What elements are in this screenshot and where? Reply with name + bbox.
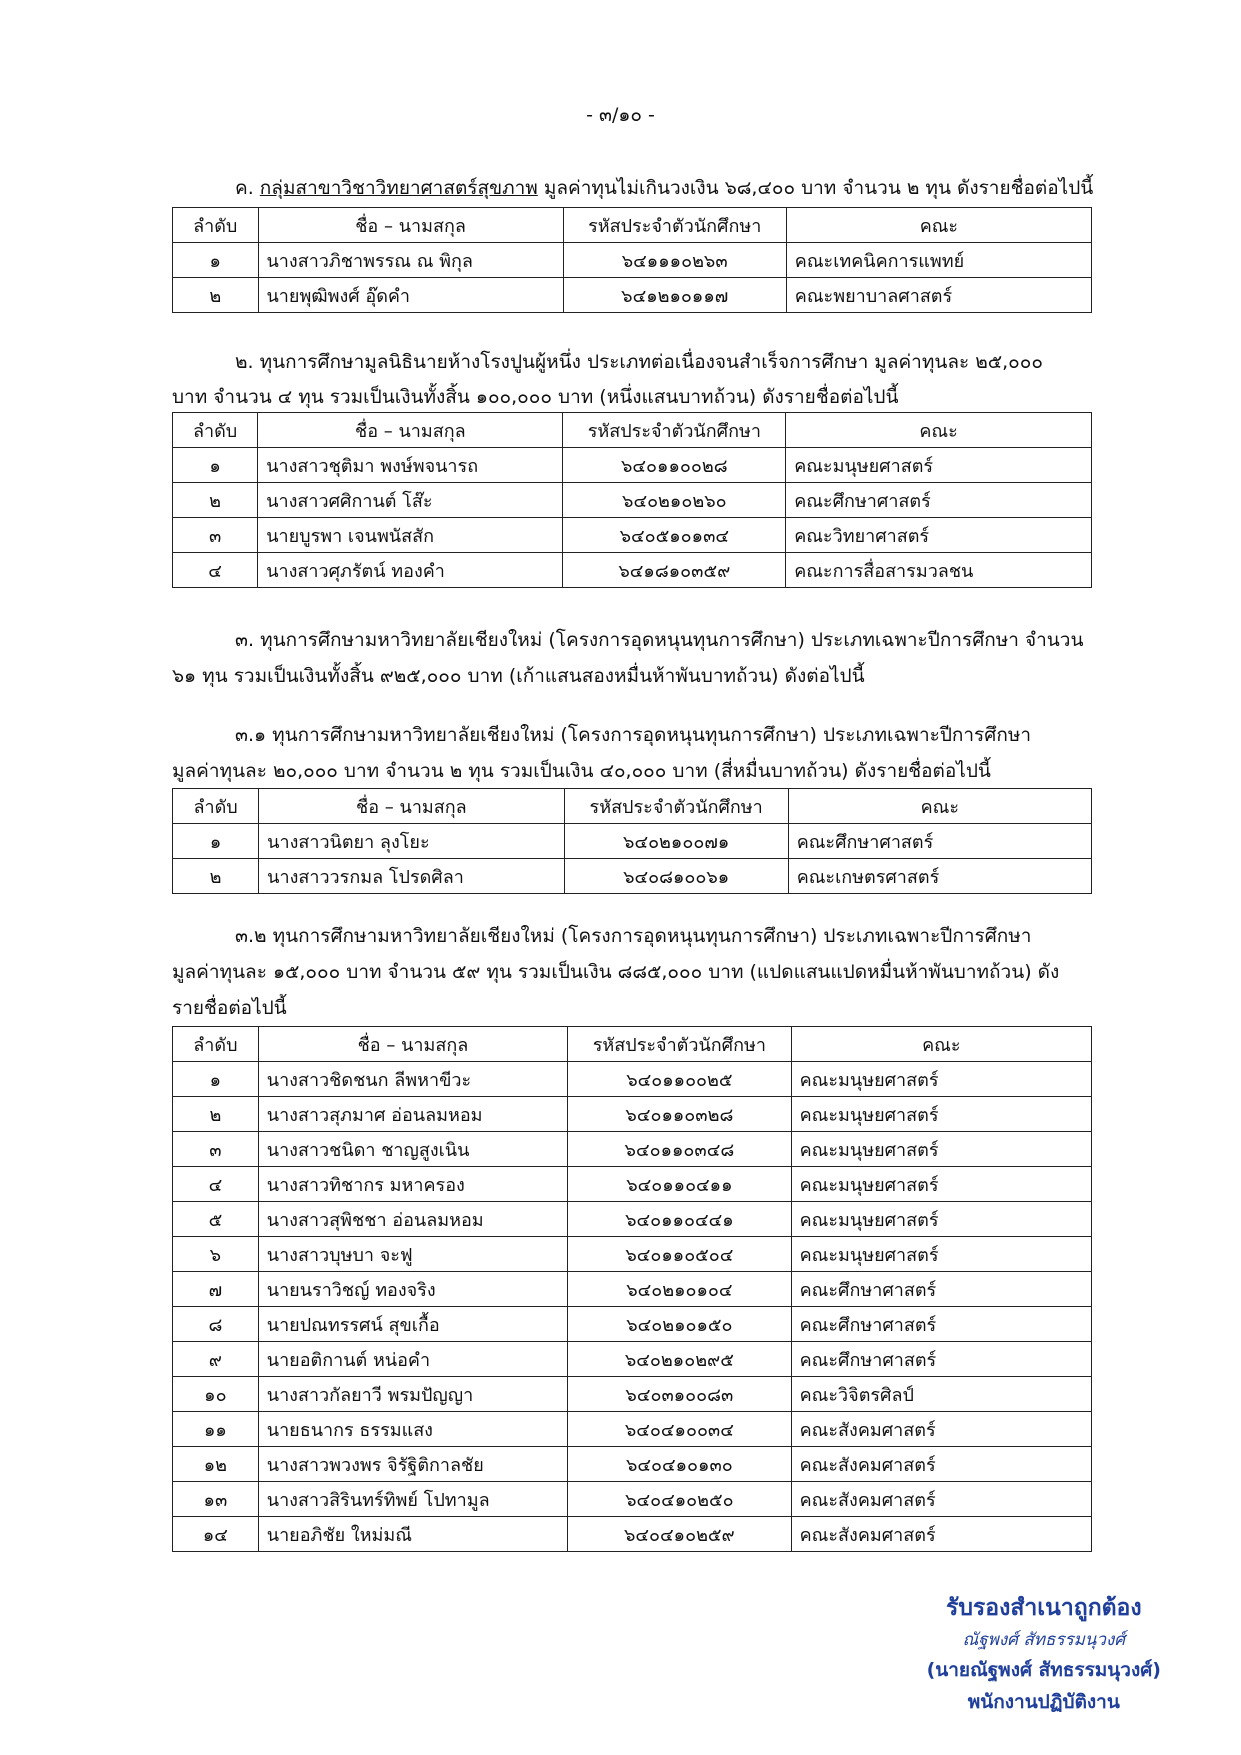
table-row — [173, 553, 1092, 588]
cell-no: ๑ — [173, 824, 259, 859]
cell-id: ๖๔๐๑๑๐๔๔๑ — [568, 1202, 792, 1237]
table-header-row — [173, 1027, 1092, 1062]
cell-faculty: คณะเกษตรศาสตร์ — [788, 859, 1091, 894]
table-section-31 — [172, 788, 1092, 894]
cell-name: นางสาวสุพิชชา อ่อนลมหอม — [258, 1202, 567, 1237]
cell-no: ๗ — [173, 1272, 259, 1307]
cell-faculty: คณะมนุษยศาสตร์ — [791, 1202, 1091, 1237]
cell-no: ๕ — [173, 1202, 259, 1237]
cell-faculty: คณะศึกษาศาสตร์ — [788, 824, 1091, 859]
column-header-faculty: คณะ — [786, 208, 1091, 243]
table-header-row — [173, 789, 1092, 824]
section-32-line3: รายชื่อต่อไปนี้ — [172, 997, 287, 1019]
cell-name: นางสาวสิรินทร์ทิพย์ โปทามูล — [258, 1482, 567, 1517]
table-row — [173, 448, 1092, 483]
cell-faculty: คณะสังคมศาสตร์ — [791, 1412, 1091, 1447]
table-row — [173, 859, 1092, 894]
section-31-line1: ๓.๑ ทุนการศึกษามหาวิทยาลัยเชียงใหม่ (โครงการอุดหนุนทุนการศึกษา) ประเภทเฉพาะปีการศึกษา — [235, 724, 1032, 746]
cell-faculty: คณะศึกษาศาสตร์ — [791, 1307, 1091, 1342]
cell-id: ๖๔๐๑๑๐๐๒๕ — [568, 1062, 792, 1097]
cell-faculty: คณะเทคนิคการแพทย์ — [786, 243, 1091, 278]
column-header-no: ลำดับ — [173, 208, 259, 243]
certification-title: รับรองสำเนาถูกต้อง — [945, 1595, 1142, 1621]
section-2-line2: บาท จำนวน ๔ ทุน รวมเป็นเงินทั้งสิ้น ๑๐๐,๐๐๐ บาท (หนึ่งแสนบาทถ้วน) ดังรายชื่อต่อไปนี้ — [172, 386, 899, 408]
cell-name: นายนราวิชญ์ ทองจริง — [258, 1272, 567, 1307]
cell-faculty: คณะสังคมศาสตร์ — [791, 1482, 1091, 1517]
certifier-name: (นายณัฐพงศ์ สัทธรรมนุวงศ์) — [926, 1659, 1161, 1681]
section-3-line1: ๓. ทุนการศึกษามหาวิทยาลัยเชียงใหม่ (โครงการอุดหนุนทุนการศึกษา) ประเภทเฉพาะปีการศึกษา จำนวน — [235, 629, 1084, 651]
cell-name: นางสาวพวงพร จิรัฐิติกาลชัย — [258, 1447, 567, 1482]
cell-faculty: คณะมนุษยศาสตร์ — [791, 1132, 1091, 1167]
cell-no: ๑๒ — [173, 1447, 259, 1482]
column-header-name: ชื่อ – นามสกุล — [258, 1027, 567, 1062]
table-section-32 — [172, 1026, 1092, 1552]
cell-no: ๒ — [173, 1097, 259, 1132]
section-c-group: กลุ่มสาขาวิชาวิทยาศาสตร์สุขภาพ — [259, 177, 538, 199]
section-c-prefix: ค. — [235, 177, 260, 199]
cell-id: ๖๔๐๒๑๐๒๙๕ — [568, 1342, 792, 1377]
table-row — [173, 1097, 1092, 1132]
certifier-position: พนักงานปฏิบัติงาน — [967, 1691, 1120, 1713]
cell-faculty: คณะสังคมศาสตร์ — [791, 1517, 1091, 1552]
cell-no: ๑๔ — [173, 1517, 259, 1552]
cell-id: ๖๔๐๔๑๐๒๕๐ — [568, 1482, 792, 1517]
cell-name: นางสาวกัลยาวี พรมปัญญา — [258, 1377, 567, 1412]
table-row — [173, 1167, 1092, 1202]
cell-no: ๘ — [173, 1307, 259, 1342]
cell-faculty: คณะมนุษยศาสตร์ — [791, 1237, 1091, 1272]
cell-id: ๖๔๐๑๑๐๐๒๘ — [563, 448, 786, 483]
section-31-line2: มูลค่าทุนละ ๒๐,๐๐๐ บาท จำนวน ๒ ทุน รวมเป็นเงิน ๔๐,๐๐๐ บาท (สี่หมื่นบาทถ้วน) ดังรายชื่อต่อไปนี้ — [172, 760, 991, 782]
table-row — [173, 1412, 1092, 1447]
column-header-id: รหัสประจำตัวนักศึกษา — [563, 208, 786, 243]
cell-faculty: คณะสังคมศาสตร์ — [791, 1447, 1091, 1482]
cell-name: นางสาวชนิดา ชาญสูงเนิน — [258, 1132, 567, 1167]
cell-name: นางสาววรกมล โปรดศิลา — [259, 859, 564, 894]
cell-name: นางสาวทิชากร มหาครอง — [258, 1167, 567, 1202]
table-row — [173, 1132, 1092, 1167]
cell-no: ๒ — [173, 483, 258, 518]
cell-name: นายบูรพา เจนพนัสสัก — [258, 518, 563, 553]
cell-id: ๖๔๐๕๑๐๑๓๔ — [563, 518, 786, 553]
cell-no: ๔ — [173, 1167, 259, 1202]
cell-faculty: คณะมนุษยศาสตร์ — [786, 448, 1092, 483]
certification-block — [927, 1590, 1161, 1718]
cell-no: ๖ — [173, 1237, 259, 1272]
cell-name: นางสาวชิดชนก ลีพหาขีวะ — [258, 1062, 567, 1097]
table-row — [173, 518, 1092, 553]
cell-no: ๓ — [173, 1132, 259, 1167]
column-header-faculty: คณะ — [791, 1027, 1091, 1062]
cell-name: นางสาวศุภรัตน์ ทองคำ — [258, 553, 563, 588]
cell-id: ๖๔๑๘๑๐๓๕๙ — [563, 553, 786, 588]
cell-id: ๖๔๐๔๑๐๐๓๔ — [568, 1412, 792, 1447]
cell-id: ๖๔๐๒๑๐๑๕๐ — [568, 1307, 792, 1342]
cell-id: ๖๔๐๔๑๐๑๓๐ — [568, 1447, 792, 1482]
cell-name: นางสาวศศิกานต์ โส๊ะ — [258, 483, 563, 518]
cell-faculty: คณะศึกษาศาสตร์ — [791, 1272, 1091, 1307]
cell-no: ๒ — [173, 278, 259, 313]
cell-name: นางสาวสุภมาศ อ่อนลมหอม — [258, 1097, 567, 1132]
cell-id: ๖๔๐๒๑๐๒๖๐ — [563, 483, 786, 518]
column-header-no: ลำดับ — [173, 413, 258, 448]
column-header-faculty: คณะ — [786, 413, 1092, 448]
cell-name: นายอภิชัย ใหม่มณี — [258, 1517, 567, 1552]
cell-no: ๑ — [173, 1062, 259, 1097]
table-row — [173, 1447, 1092, 1482]
cell-name: นายพุฒิพงศ์ อุ๊ดคำ — [258, 278, 563, 313]
table-row — [173, 1482, 1092, 1517]
cell-faculty: คณะมนุษยศาสตร์ — [791, 1062, 1091, 1097]
section-c-heading — [235, 172, 1093, 204]
page-number: - ๓/๑๐ - — [586, 104, 655, 126]
cell-name: นายธนากร ธรรมแสง — [258, 1412, 567, 1447]
cell-faculty: คณะมนุษยศาสตร์ — [791, 1167, 1091, 1202]
table-header-row — [173, 208, 1092, 243]
column-header-id: รหัสประจำตัวนักศึกษา — [563, 413, 786, 448]
section-3-line2: ๖๑ ทุน รวมเป็นเงินทั้งสิ้น ๙๒๕,๐๐๐ บาท (เก้าแสนสองหมื่นห้าพันบาทถ้วน) ดังต่อไปนี้ — [172, 665, 865, 687]
cell-no: ๑๓ — [173, 1482, 259, 1517]
cell-id: ๖๔๐๒๑๐๐๗๑ — [564, 824, 788, 859]
cell-id: ๖๔๐๑๑๐๔๑๑ — [568, 1167, 792, 1202]
table-row — [173, 278, 1092, 313]
column-header-faculty: คณะ — [788, 789, 1091, 824]
cell-no: ๓ — [173, 518, 258, 553]
table-row — [173, 1202, 1092, 1237]
table-row — [173, 1377, 1092, 1412]
cell-id: ๖๔๐๑๑๐๓๔๘ — [568, 1132, 792, 1167]
cell-id: ๖๔๑๑๑๐๒๖๓ — [563, 243, 786, 278]
cell-name: นางสาวบุษบา จะฟู — [258, 1237, 567, 1272]
cell-no: ๑ — [173, 243, 259, 278]
cell-id: ๖๔๑๒๑๐๑๑๗ — [563, 278, 786, 313]
section-2-line1: ๒. ทุนการศึกษามูลนิธินายห้างโรงปูนผู้หนึ่ง ประเภทต่อเนื่องจนสำเร็จการศึกษา มูลค่าทุนละ ๒๕,๐๐๐ — [235, 351, 1043, 373]
cell-name: นายปณทรรศน์ สุขเกื้อ — [258, 1307, 567, 1342]
cell-no: ๙ — [173, 1342, 259, 1377]
cell-id: ๖๔๐๔๑๐๒๕๙ — [568, 1517, 792, 1552]
cell-id: ๖๔๐๓๑๐๐๘๓ — [568, 1377, 792, 1412]
table-row — [173, 1062, 1092, 1097]
section-c-text: มูลค่าทุนไม่เกินวงเงิน ๖๘,๔๐๐ บาท จำนวน ๒ ทุน ดังรายชื่อต่อไปนี้ — [537, 177, 1094, 199]
table-row — [173, 483, 1092, 518]
cell-faculty: คณะการสื่อสารมวลชน — [786, 553, 1092, 588]
table-row — [173, 1342, 1092, 1377]
cell-id: ๖๔๐๑๑๐๕๐๔ — [568, 1237, 792, 1272]
table-row — [173, 1237, 1092, 1272]
cell-name: นางสาวนิตยา ลุงโยะ — [259, 824, 564, 859]
column-header-name: ชื่อ – นามสกุล — [259, 789, 564, 824]
cell-name: นางสาวชุติมา พงษ์พจนารถ — [258, 448, 563, 483]
cell-no: ๔ — [173, 553, 258, 588]
table-section-2 — [172, 412, 1092, 588]
cell-faculty: คณะพยาบาลศาสตร์ — [786, 278, 1091, 313]
table-row — [173, 824, 1092, 859]
column-header-id: รหัสประจำตัวนักศึกษา — [564, 789, 788, 824]
table-section-c — [172, 207, 1092, 313]
table-row — [173, 1517, 1092, 1552]
table-row — [173, 243, 1092, 278]
cell-faculty: คณะมนุษยศาสตร์ — [791, 1097, 1091, 1132]
column-header-no: ลำดับ — [173, 789, 259, 824]
section-32-line1: ๓.๒ ทุนการศึกษามหาวิทยาลัยเชียงใหม่ (โครงการอุดหนุนทุนการศึกษา) ประเภทเฉพาะปีการศึกษา — [235, 925, 1032, 947]
cell-no: ๑ — [173, 448, 258, 483]
cell-id: ๖๔๐๘๑๐๐๖๑ — [564, 859, 788, 894]
table-row — [173, 1307, 1092, 1342]
cell-id: ๖๔๐๑๑๐๓๒๘ — [568, 1097, 792, 1132]
cell-no: ๑๑ — [173, 1412, 259, 1447]
cell-id: ๖๔๐๒๑๐๑๐๔ — [568, 1272, 792, 1307]
section-32-line2: มูลค่าทุนละ ๑๕,๐๐๐ บาท จำนวน ๕๙ ทุน รวมเป็นเงิน ๘๘๕,๐๐๐ บาท (แปดแสนแปดหมื่นห้าพันบาทถ้วน) ดัง — [172, 961, 1060, 983]
cell-faculty: คณะศึกษาศาสตร์ — [791, 1342, 1091, 1377]
table-row — [173, 1272, 1092, 1307]
column-header-name: ชื่อ – นามสกุล — [258, 208, 563, 243]
column-header-name: ชื่อ – นามสกุล — [258, 413, 563, 448]
cell-faculty: คณะศึกษาศาสตร์ — [786, 483, 1092, 518]
cell-no: ๑๐ — [173, 1377, 259, 1412]
cell-faculty: คณะวิทยาศาสตร์ — [786, 518, 1092, 553]
column-header-no: ลำดับ — [173, 1027, 259, 1062]
cell-name: นายอติกานต์ หน่อคำ — [258, 1342, 567, 1377]
signature: ณัฐพงศ์ สัทธรรมนุวงศ์ — [962, 1630, 1126, 1650]
cell-name: นางสาวภิชาพรรณ ณ พิกุล — [258, 243, 563, 278]
cell-no: ๒ — [173, 859, 259, 894]
table-header-row — [173, 413, 1092, 448]
column-header-id: รหัสประจำตัวนักศึกษา — [568, 1027, 792, 1062]
cell-faculty: คณะวิจิตรศิลป์ — [791, 1377, 1091, 1412]
